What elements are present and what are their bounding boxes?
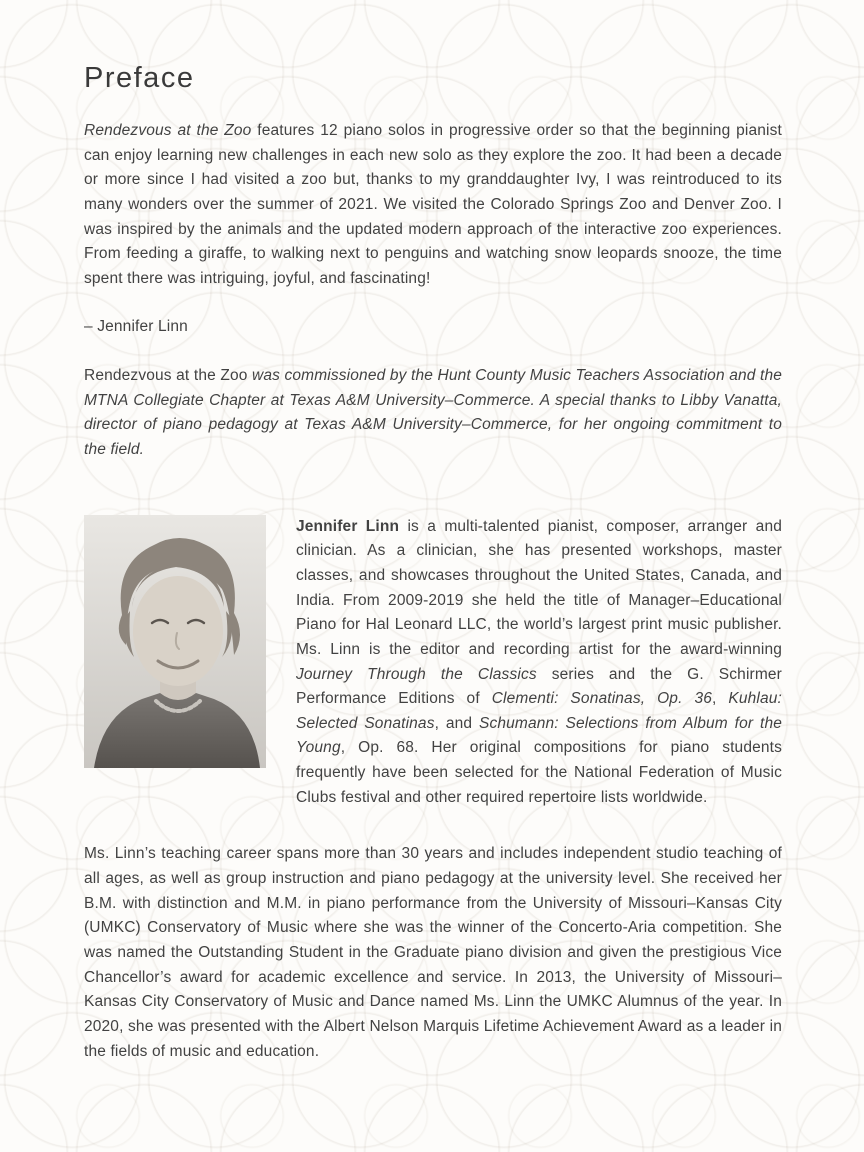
author-signature: – Jennifer Linn (84, 318, 188, 336)
author-bio-paragraph: Jennifer Linn is a multi-talented pianist, composer, arranger and clinician. As a clinician, she has presented workshops, master classes, and showcases throughout the United States, Canada, and India. From 2009-2019 she held the title of Manager–Educational Piano for Hal Leonard LLC, the world’s largest print music publisher. Ms. Linn is the editor and recording artist for the award-winning Journey Through the Classics series and the G. Schirmer Performance Editions of Clementi: Sonatinas, Op. 36, Kuhlau: Selected Sonatinas, and Schumann: Selections from Album for the Young, Op. 68. Her original compositions for piano students frequently have been selected for the National Federation of Music Clubs festival and other required repertoire lists worldwide. (296, 517, 782, 806)
page-title: Preface (84, 62, 195, 94)
career-paragraph: Ms. Linn’s teaching career spans more than 30 years and includes independent studio teaching of all ages, as well as group instruction and piano pedagogy at the university level. She received her B.M. with distinction and M.M. in piano performance from the University of Missouri–Kansas City (UMKC) Conservatory of Music where she was the winner of the Concerto-Aria competition. She was named the Outstanding Student in the Graduate piano division and given the prestigious Vice Chancellor’s award for academic excellence and service. In 2013, the University of Missouri–Kansas City Conservatory of Music and Dance named Ms. Linn the UMKC Alumnus of the year. In 2020, she was presented with the Albert Nelson Marquis Lifetime Achievement Award as a leader in the fields of music and education. (84, 845, 782, 1060)
intro-paragraph: Rendezvous at the Zoo features 12 piano solos in progressive order so that the beginning pianist can enjoy learning new challenges in each new solo as they explore the zoo. It had been a decade or more since I had visited a zoo but, thanks to my granddaughter Ivy, I was reintroduced to its many wonders over the summer of 2021. We visited the Colorado Springs Zoo and Denver Zoo. I was inspired by the animals and the updated modern approach of the interactive zoo experiences. From feeding a giraffe, to walking next to penguins and watching snow leopards snooze, the time spent there was intriguing, joyful, and fascinating! (84, 122, 782, 287)
bio-section (84, 515, 782, 811)
author-portrait-illustration (84, 515, 266, 768)
commission-note-paragraph: Rendezvous at the Zoo was commissioned by the Hunt County Music Teachers Association and the MTNA Collegiate Chapter at Texas A&M University–Commerce. A special thanks to Libby Vanatta, director of piano pedagogy at Texas A&M University–Commerce, for her ongoing commitment to the field. (84, 367, 782, 459)
author-portrait-photo (84, 515, 266, 768)
